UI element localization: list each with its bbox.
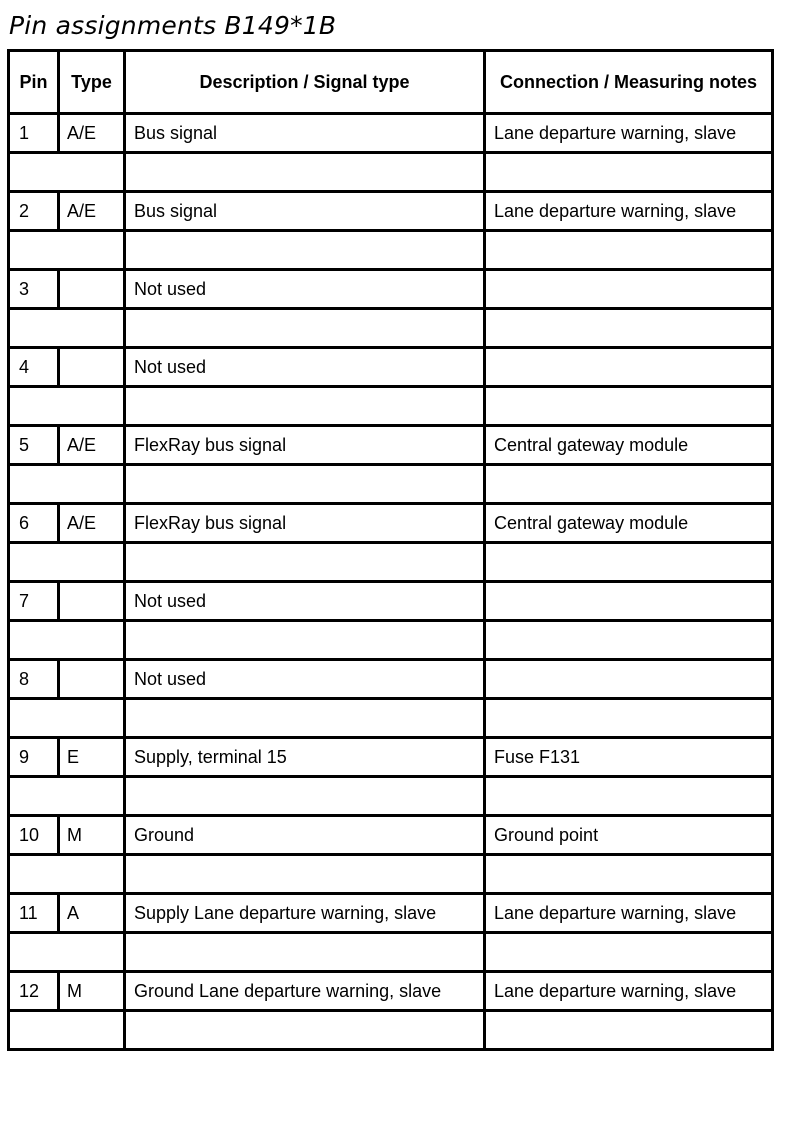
empty-cell	[9, 387, 125, 426]
type-cell: A/E	[59, 192, 125, 231]
empty-cell	[125, 933, 485, 972]
connection-cell: Fuse F131	[485, 738, 773, 777]
empty-cell	[125, 153, 485, 192]
empty-cell	[9, 309, 125, 348]
empty-cell	[485, 543, 773, 582]
description-cell: FlexRay bus signal	[125, 504, 485, 543]
empty-cell	[9, 855, 125, 894]
description-cell: Ground	[125, 816, 485, 855]
empty-row	[9, 231, 773, 270]
table-row	[9, 114, 773, 153]
connection-cell: Ground point	[485, 816, 773, 855]
connection-cell: Lane departure warning, slave	[485, 972, 773, 1011]
type-cell: A	[59, 894, 125, 933]
table-row	[9, 192, 773, 231]
table-row	[9, 504, 773, 543]
pin-cell: 1	[9, 114, 59, 153]
empty-cell	[485, 153, 773, 192]
connection-cell	[485, 660, 773, 699]
empty-cell	[485, 309, 773, 348]
table-header-row	[9, 51, 773, 114]
description-cell: Not used	[125, 270, 485, 309]
description-cell: Not used	[125, 660, 485, 699]
type-cell	[59, 270, 125, 309]
empty-cell	[9, 465, 125, 504]
type-cell	[59, 582, 125, 621]
pin-cell: 6	[9, 504, 59, 543]
description-cell: Ground Lane departure warning, slave	[125, 972, 485, 1011]
page-title: Pin assignments B149*1B	[9, 11, 337, 40]
pin-cell: 2	[9, 192, 59, 231]
empty-row	[9, 777, 773, 816]
connection-cell: Lane departure warning, slave	[485, 114, 773, 153]
empty-cell	[9, 777, 125, 816]
pin-cell: 8	[9, 660, 59, 699]
empty-cell	[485, 1011, 773, 1050]
connection-cell: Lane departure warning, slave	[485, 894, 773, 933]
empty-cell	[9, 231, 125, 270]
empty-row	[9, 309, 773, 348]
column-header-connection: Connection / Measuring notes	[485, 51, 773, 114]
pin-cell: 5	[9, 426, 59, 465]
description-cell: Bus signal	[125, 192, 485, 231]
type-cell: M	[59, 816, 125, 855]
empty-cell	[9, 699, 125, 738]
empty-cell	[485, 699, 773, 738]
description-cell: Not used	[125, 348, 485, 387]
connection-cell	[485, 348, 773, 387]
empty-cell	[125, 855, 485, 894]
pin-cell: 11	[9, 894, 59, 933]
pin-cell: 4	[9, 348, 59, 387]
empty-row	[9, 153, 773, 192]
table-row	[9, 270, 773, 309]
empty-row	[9, 465, 773, 504]
empty-cell	[485, 387, 773, 426]
type-cell: E	[59, 738, 125, 777]
empty-cell	[125, 699, 485, 738]
empty-row	[9, 543, 773, 582]
pin-cell: 7	[9, 582, 59, 621]
table-row	[9, 972, 773, 1011]
pin-cell: 12	[9, 972, 59, 1011]
empty-cell	[125, 543, 485, 582]
description-cell: FlexRay bus signal	[125, 426, 485, 465]
type-cell	[59, 348, 125, 387]
description-cell: Not used	[125, 582, 485, 621]
empty-cell	[485, 777, 773, 816]
pin-cell: 3	[9, 270, 59, 309]
empty-cell	[125, 309, 485, 348]
empty-row	[9, 621, 773, 660]
connection-cell: Central gateway module	[485, 426, 773, 465]
type-cell	[59, 660, 125, 699]
empty-cell	[485, 621, 773, 660]
empty-row	[9, 387, 773, 426]
empty-cell	[485, 231, 773, 270]
table-row	[9, 426, 773, 465]
empty-cell	[485, 465, 773, 504]
table-row	[9, 894, 773, 933]
empty-cell	[485, 933, 773, 972]
empty-cell	[9, 543, 125, 582]
empty-row	[9, 855, 773, 894]
table-row	[9, 816, 773, 855]
table-row	[9, 738, 773, 777]
empty-cell	[9, 1011, 125, 1050]
table-row	[9, 348, 773, 387]
description-cell: Supply, terminal 15	[125, 738, 485, 777]
type-cell: A/E	[59, 114, 125, 153]
type-cell: A/E	[59, 426, 125, 465]
pin-assignment-table	[7, 49, 774, 1051]
empty-cell	[485, 855, 773, 894]
table-row	[9, 660, 773, 699]
empty-cell	[125, 231, 485, 270]
type-cell: M	[59, 972, 125, 1011]
empty-row	[9, 933, 773, 972]
column-header-description: Description / Signal type	[125, 51, 485, 114]
empty-row	[9, 1011, 773, 1050]
type-cell: A/E	[59, 504, 125, 543]
column-header-pin: Pin	[9, 51, 59, 114]
table-row	[9, 582, 773, 621]
connection-cell: Lane departure warning, slave	[485, 192, 773, 231]
empty-cell	[9, 621, 125, 660]
empty-cell	[125, 387, 485, 426]
connection-cell: Central gateway module	[485, 504, 773, 543]
connection-cell	[485, 270, 773, 309]
empty-cell	[9, 153, 125, 192]
column-header-type: Type	[59, 51, 125, 114]
empty-cell	[125, 777, 485, 816]
description-cell: Bus signal	[125, 114, 485, 153]
table-body	[9, 114, 773, 1050]
empty-cell	[9, 933, 125, 972]
connection-cell	[485, 582, 773, 621]
pin-cell: 9	[9, 738, 59, 777]
empty-row	[9, 699, 773, 738]
empty-cell	[125, 621, 485, 660]
empty-cell	[125, 1011, 485, 1050]
description-cell: Supply Lane departure warning, slave	[125, 894, 485, 933]
pin-cell: 10	[9, 816, 59, 855]
empty-cell	[125, 465, 485, 504]
